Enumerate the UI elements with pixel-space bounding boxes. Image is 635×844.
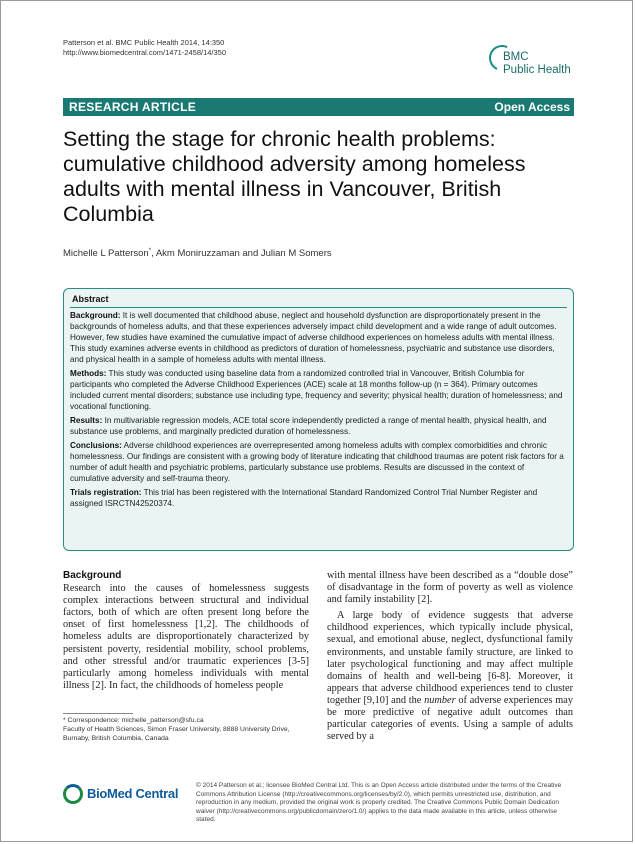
correspondence-email[interactable]: * Correspondence: michelle_patterson@sfu.ca (63, 717, 204, 724)
footnote (63, 716, 313, 744)
abstract-conclusions (70, 440, 565, 484)
article-type-bar (63, 98, 574, 116)
abstract-results-label: Results: (70, 416, 103, 425)
publisher-swirl-icon (63, 784, 83, 804)
author-list (63, 248, 332, 259)
body-paragraph-3-emphasis: number (424, 694, 456, 706)
abstract-divider (70, 307, 567, 308)
abstract-results-text: In multivariable regression models, ACE total score independently predicted a range of mental health, physical health, and substance use problems, and marginally predicted duration of homelessness. (70, 416, 547, 436)
abstract-conclusions-text: Adverse childhood experiences are overrepresented among homeless adults with complex comorbidities and chronic homelessness. Our findings are consistent with a growing body of literature indicating that childhood traumas are potent risk factors for a number of adult health and psychiatric problems, particularly substance use problems. Results are discussed in the context of cumulative adversity and self-trauma theory. (70, 441, 564, 483)
publisher-logo (63, 784, 193, 810)
author-first: Michelle L Patterson (63, 248, 149, 260)
author-rest: , Akm Moniruzzaman and Julian M Somers (151, 248, 332, 260)
abstract-trial-label: Trials registration: (70, 488, 142, 497)
body-paragraph-3 (327, 610, 573, 743)
author-affiliation: Faculty of Health Sciences, Simon Fraser University, 8888 University Drive, Burnaby, British Columbia, Canada (63, 726, 290, 743)
body-paragraph-3-a: A large body of evidence suggests that adverse childhood experiences, which typically include physical, sexual, and emotional abuse, neglect, dysfunctional family environments, and unstable family structure, are linked to later psychological functioning and may affect multiple domains of health and well-being [6-8]. Moreover, it appears that adverse childhood experiences tend to cluster together [9,10] and the (327, 610, 573, 706)
abstract-results (70, 415, 565, 437)
abstract-background-text: It is well documented that childhood abuse, neglect and household dysfunction are disproportionately present in the backgrounds of homeless adults, and that these experiences adversely impact child development and a wide range of adult outcomes. However, few studies have examined the cumulative impact of adverse childhood experiences on homeless adults with mental illness. This study examines adverse events in childhood as predictors of duration of homelessness, psychiatric and substance use disorders, and physical health in a sample of homeless adults with mental illness. (70, 311, 557, 364)
journal-logo (489, 45, 584, 83)
publisher-logo-text: BioMed Central (87, 786, 179, 801)
footnote-divider (63, 713, 133, 714)
body-paragraph-1: Research into the causes of homelessness suggests complex interactions between structural and individual factors, both of which are often present long before the onset of first homelessness [1,2]. The childhoods of homeless adults are disproportionately characterized by persistent poverty, residential mobility, school problems, and other stressful and/or traumatic experiences [3-5] particularly among homeless individuals with mental illness [2]. In fact, the childhoods of homeless people (63, 583, 309, 691)
citation-line: Patterson et al. BMC Public Health 2014, 14:350 (63, 38, 225, 47)
abstract-background (70, 310, 565, 365)
corresponding-mark: * (148, 248, 152, 254)
abstract-background-label: Background: (70, 311, 121, 320)
abstract-heading: Abstract (72, 294, 109, 304)
abstract-box (63, 288, 574, 551)
journal-logo-text (503, 51, 571, 77)
abstract-trial-text: This trial has been registered with the International Standard Randomized Control Trial Number Register and assigned ISRCTN42520374. (70, 488, 538, 508)
article-type-label: RESEARCH ARTICLE (69, 100, 197, 114)
body-paragraph-3-b: of adverse experiences may be more predictive of negative adult outcomes than particular categories of events. Using a sample of adults served by a (327, 694, 573, 743)
journal-logo-line2: Public Health (503, 64, 571, 76)
open-access-label: Open Access (494, 100, 570, 114)
body-column-right (327, 570, 573, 743)
article-title: Setting the stage for chronic health problems: cumulative childhood adversity among homeless adults with mental illness in Vancouver, British Columbia (63, 127, 526, 226)
article-url[interactable]: http://www.biomedcentral.com/1471-2458/14/350 (63, 48, 227, 57)
abstract-methods-text: This study was conducted using baseline data from a randomized controlled trial in Vancouver, British Columbia for participants who completed the Adverse Childhood Experiences (ACE) scale at 18 months follow-up (n = 364). Primary outcomes included current mental disorders; substance use including type, frequency and severity; physical health; duration of homelessness; and vocational functioning. (70, 369, 563, 411)
abstract-trial (70, 487, 565, 509)
abstract-methods-label: Methods: (70, 369, 107, 378)
journal-logo-line1: BMC (503, 51, 529, 63)
abstract-body (70, 310, 565, 512)
abstract-methods (70, 368, 565, 412)
body-paragraph-2: with mental illness have been described as a “double dose” of disadvantage in the form of poverty as well as violence and family instability [2]. (327, 570, 573, 606)
abstract-conclusions-label: Conclusions: (70, 441, 122, 450)
section-heading-background: Background (63, 570, 122, 581)
body-column-left (63, 570, 309, 692)
license-statement: © 2014 Patterson et al.; licensee BioMed Central Ltd. This is an Open Access article distributed under the terms of the Creative Commons Attribution License (http://creativecommons.org/licenses/by/2.0), which permits unrestricted use, distribution, and reproduction in any medium, provided the original work is properly credited. The Creative Commons Public Domain Dedication waiver (http://creativecommons.org/publicdomain/zero/1.0/) applies to the data made available in this article, unless otherwise stated. (196, 782, 562, 823)
